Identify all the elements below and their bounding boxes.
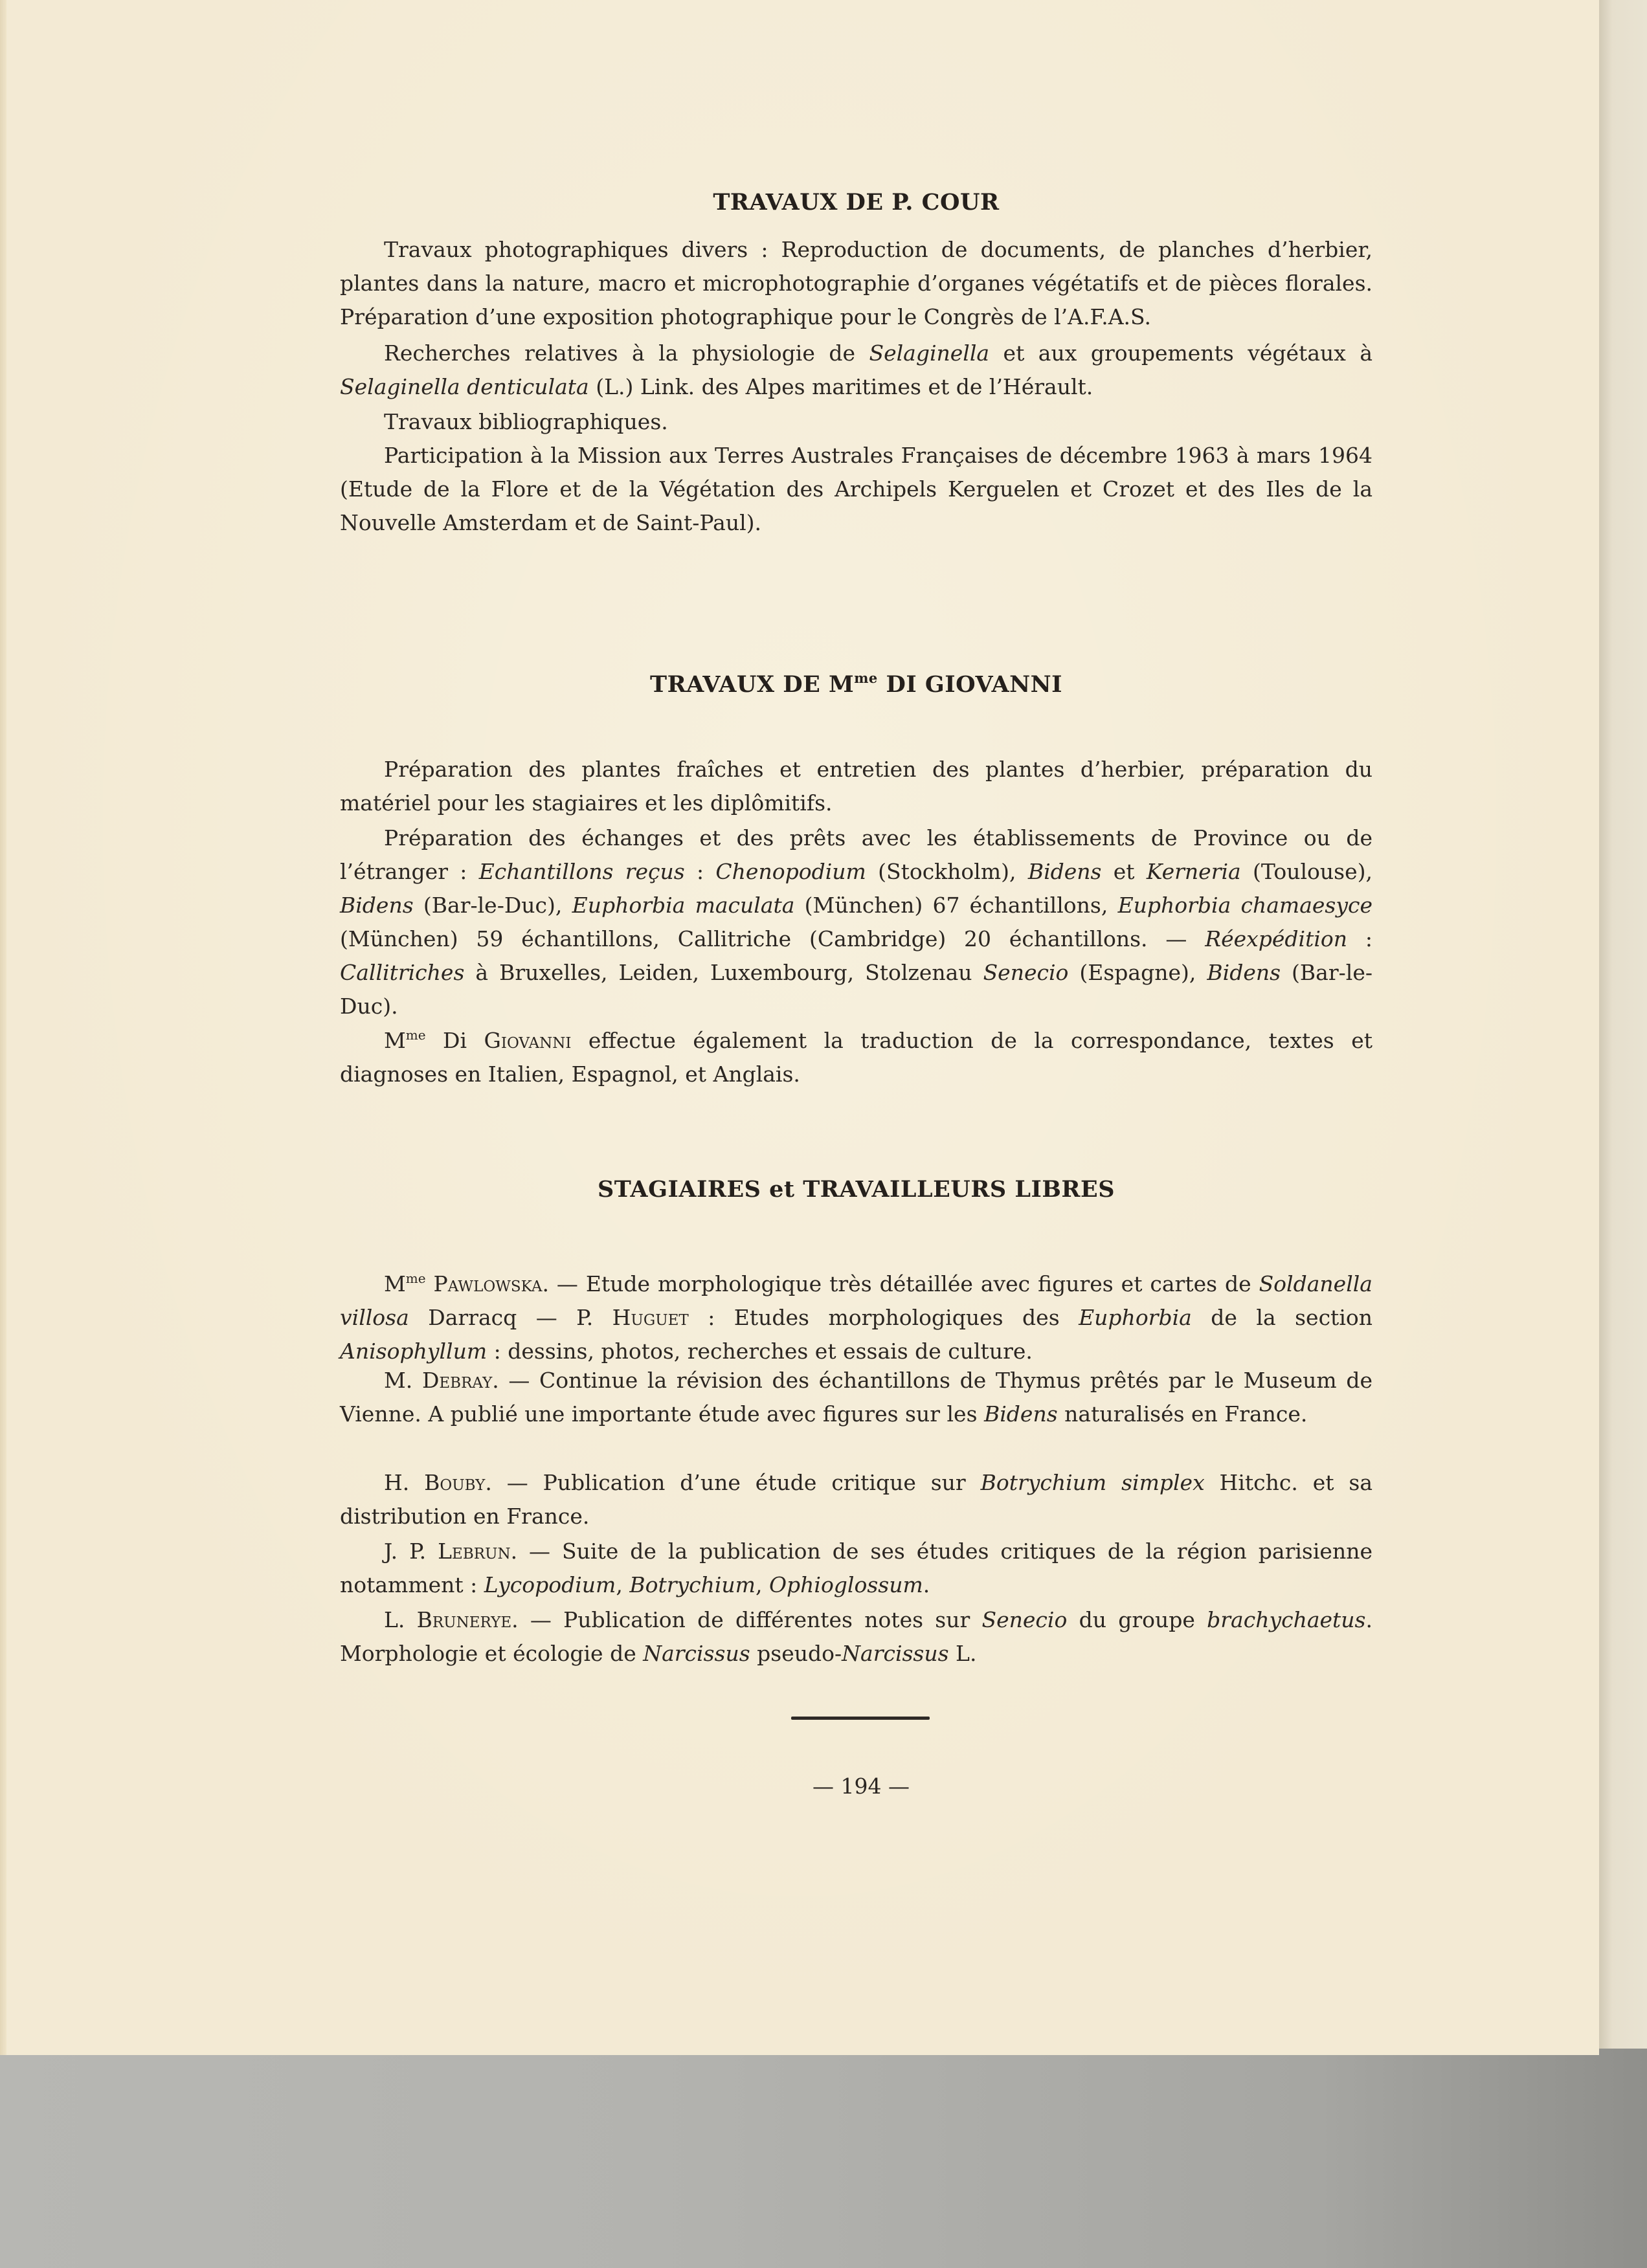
taxon-name: Réexpédition (1205, 926, 1348, 951)
taxon-name: Echantillons reçus (478, 859, 685, 884)
page-number: — 194 — (812, 1773, 910, 1799)
taxon-name: brachychaetus (1207, 1607, 1366, 1632)
paragraph: $M^{me}$ Di Giovanni effectue également la traduction de la correspondance, textes et diagnoses en Italien, Espagnol, et Anglais. (340, 1027, 1372, 1087)
heading-text: DI GIOVANNI (877, 671, 1062, 698)
taxon-name: Chenopodium (715, 859, 866, 884)
paragraph: Travaux photographiques divers : Reproduction de documents, de planches d’herbier, plantes dans la nature, macro et microphotographie d’organes végétatifs et de pièces florales. Préparation d’une exposition photographique pour le Congrès de l’A.F.A.S. (340, 237, 1372, 329)
page-left-edge (0, 0, 6, 2055)
paragraph: J. P. Lebrun. — Suite de la publication de ses études critiques de la région parisienne notamment : Lycopodium, Botrychium, Ophioglossum. (340, 1539, 1372, 1597)
person-name: Debray (421, 1368, 493, 1393)
taxon-name: Bidens (1207, 960, 1281, 985)
taxon-name: Selaginella denticulata (340, 374, 589, 399)
person-name: Bouby (424, 1470, 486, 1495)
person-name: Brunerye (416, 1607, 512, 1632)
taxon-name: Botrychium (629, 1572, 756, 1597)
taxon-name: Bidens (1027, 859, 1102, 884)
closing-rule (791, 1717, 930, 1720)
taxon-name: Senecio (981, 1607, 1068, 1632)
paragraph: $M^{me}$ Pawlowska. — Etude morphologique très détaillée avec figures et cartes de Soldanella villosa Darracq — P. Huguet : Etudes morphologiques des Euphorbia de la section Anisophyllum : dessins, photos, recherches et essais de culture. (340, 1271, 1372, 1364)
taxon-name: Kerneria (1146, 859, 1241, 884)
taxon-name: Selaginella (869, 340, 990, 366)
paragraph: Recherches relatives à la physiologie de Selaginella et aux groupements végétaux à Selaginella denticulata (L.) Link. des Alpes maritimes et de l’Hérault. (340, 340, 1373, 399)
scanner-background (0, 2045, 1647, 2268)
person-name: Lebrun (438, 1539, 511, 1564)
person-name: Giovanni (484, 1028, 572, 1053)
taxon-name: Bidens (984, 1401, 1058, 1427)
taxon-name: Euphorbia maculata (572, 893, 795, 918)
paragraph: Participation à la Mission aux Terres Australes Françaises de décembre 1963 à mars 1964 (Etude de la Flore et de la Végétation des Archipels Kerguelen et Crozet et des Iles de la Nouvelle Amsterdam et de Saint-Paul). (340, 443, 1372, 535)
title-superscript: me (405, 1271, 426, 1286)
paragraph: M. Debray. — Continue la révision des échantillons de Thymus prêtés par le Museum de Vienne. A publié une importante étude avec figures sur les Bidens naturalisés en France. (340, 1368, 1372, 1427)
title-superscript: me (405, 1027, 426, 1043)
taxon-name: Senecio (983, 960, 1069, 985)
paragraph: H. Bouby. — Publication d’une étude critique sur Botrychium simplex Hitchc. et sa distribution en France. (340, 1470, 1373, 1529)
paragraph: L. Brunerye. — Publication de différentes notes sur Senecio du groupe brachychaetus. Morphologie et écologie de Narcissus pseudo-Narcissus L. (340, 1607, 1372, 1666)
taxon-name: Narcissus (643, 1641, 750, 1666)
taxon-name: Callitriches (340, 960, 465, 985)
paragraph: Préparation des plantes fraîches et entretien des plantes d’herbier, préparation du matériel pour les stagiaires et les diplômitifs. (340, 757, 1372, 816)
heading-superscript: me (854, 670, 878, 686)
taxon-name: Narcissus (842, 1641, 949, 1666)
taxon-name: Soldanella villosa (340, 1271, 1372, 1330)
taxon-name: Euphorbia (1079, 1305, 1192, 1330)
paragraph: Préparation des échanges et des prêts avec les établissements de Province ou de l’étranger : Echantillons reçus : Chenopodium (Stockholm), Bidens et Kerneria (Toulouse), Bidens (Bar-le-Duc), Euphorbia maculata (München) 67 échantillons, Euphorbia chamaesyce (München) 59 échantillons, Callitriche (Cambridge) 20 échantillons. — Réexpédition : Callitriches à Bruxelles, Leiden, Luxembourg, Stolzenau Senecio (Espagne), Bidens (Bar-le-Duc). (340, 825, 1373, 1019)
paragraph: Travaux bibliographiques. (384, 409, 668, 434)
taxon-name: Botrychium simplex (980, 1470, 1205, 1495)
taxon-name: Anisophyllum (340, 1339, 487, 1364)
taxon-name: Lycopodium (484, 1572, 616, 1597)
person-name: Pawlowska (433, 1271, 543, 1296)
taxon-name: Ophioglossum (768, 1572, 923, 1597)
person-name: Huguet (612, 1305, 689, 1330)
section-heading-di-giovanni (340, 670, 1372, 698)
heading-text: TRAVAUX DE M (650, 671, 855, 698)
section-heading-p-cour: TRAVAUX DE P. COUR (713, 189, 1000, 216)
taxon-name: Euphorbia chamaesyce (1117, 893, 1372, 918)
next-page-edge (1598, 0, 1647, 2049)
section-heading-stagiaires: STAGIAIRES et TRAVAILLEURS LIBRES (598, 1176, 1115, 1203)
taxon-name: Bidens (340, 893, 414, 918)
